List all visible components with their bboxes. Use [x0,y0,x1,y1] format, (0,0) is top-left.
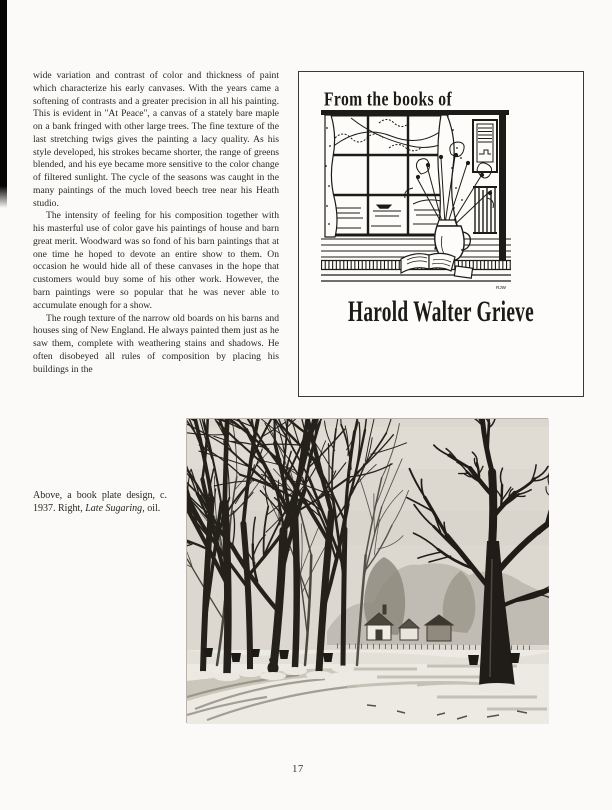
late-sugaring-painting [186,418,548,723]
caption-text: Above, a book plate design, c. 1937. Right, [33,490,167,515]
caption-painting-title: Late Sugaring [85,503,143,515]
bookplate-artist-initials: RJW [496,285,506,290]
caption-text: , oil. [142,503,161,515]
body-paragraph: wide variation and contrast of color and thickness of paint which characterize his early canvases. With the years came a softening of contrasts and a greater precision in all his painting. This is evident in "At Peace", a canvas of a stately bare maple on a bank fringed with other large trees. The fine texture of the last stretching twigs gives the painting a lacy quality. As his style developed, his strokes became shorter, the range of greens blended, and his eye became more sensitive to the color change of filtered sunlight. The cycle of the seasons was caught in the many paintings of the much loved beech tree near his Heath studio. [33,70,279,209]
bookplate-window-illustration [321,108,521,292]
figure-caption [33,489,167,516]
bookplate-figure [298,71,584,397]
framed-picture [473,120,497,172]
body-paragraph: The rough texture of the narrow old boards on his barns and houses sing of New England. He always painted them just as he saw them, complete with weathering stains and shadows. He often disobeyed all rules of composition by placing his buildings in the [33,312,279,375]
winter-trees-scene [187,419,549,724]
body-paragraph: The intensity of feeling for his composition together with his masterful use of color gave his paintings of house and barn great merit. Woodward was so fond of his barn paintings that at one time he hoped to devote an entire show to them. On occasion he would hide all of these canvases in the hope that customers would buy some of his other work. However, the barn paintings were so popular that he was never able to accumulate enough for a show. [33,210,279,311]
page-number: 17 [292,764,304,775]
body-text-column [33,70,279,376]
scan-edge-artifact [0,0,7,208]
book-spines [473,187,497,233]
bookplate-header-text: From the books of [324,88,453,111]
bookplate-owner-name: Harold Walter Grieve [348,294,534,328]
